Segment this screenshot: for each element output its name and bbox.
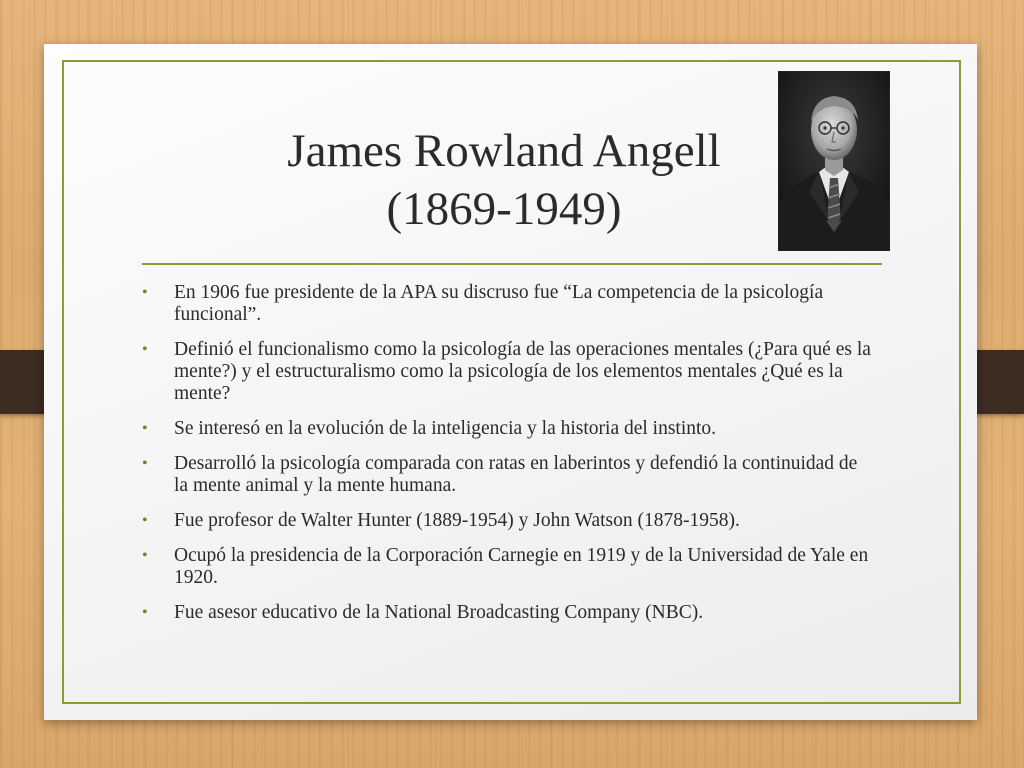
list-item [142, 453, 872, 497]
portrait-photo-icon [779, 72, 889, 250]
list-item [142, 339, 872, 405]
bullet-list [142, 282, 872, 637]
bullet-icon: • [142, 604, 148, 621]
list-item-text: Se interesó en la evolución de la inteligencia y la historia del instinto. [174, 418, 717, 439]
slide-card [44, 44, 977, 720]
title-years: (1869-1949) [386, 183, 622, 235]
slide-title [224, 122, 784, 238]
bullet-icon: • [142, 341, 148, 358]
bullet-icon: • [142, 420, 148, 437]
list-item-text: Fue asesor educativo de la National Broadcasting Company (NBC). [174, 602, 704, 623]
bullet-icon: • [142, 547, 148, 564]
title-divider [142, 263, 882, 265]
list-item-text: Ocupó la presidencia de la Corporación Carnegie en 1919 y de la Universidad de Yale en 1920. [174, 545, 869, 588]
bullet-icon: • [142, 455, 148, 472]
bullet-icon: • [142, 284, 148, 301]
portrait-photo [778, 71, 890, 251]
bullet-icon: • [142, 512, 148, 529]
title-name: James Rowland Angell [287, 125, 721, 177]
list-item [142, 545, 872, 589]
list-item-text: En 1906 fue presidente de la APA su discruso fue “La competencia de la psicología funcional”. [174, 282, 824, 325]
list-item-text: Fue profesor de Walter Hunter (1889-1954) y John Watson (1878-1958). [174, 510, 740, 531]
list-item [142, 602, 872, 624]
list-item [142, 510, 872, 532]
list-item [142, 282, 872, 326]
list-item-text: Definió el funcionalismo como la psicología de las operaciones mentales (¿Para qué es la mente?) y el estructuralismo como la psicología de los elementos mentales ¿Qué es la mente? [174, 339, 871, 404]
list-item [142, 418, 872, 440]
list-item-text: Desarrolló la psicología comparada con ratas en laberintos y defendió la continuidad de la mente animal y la mente humana. [174, 453, 858, 496]
